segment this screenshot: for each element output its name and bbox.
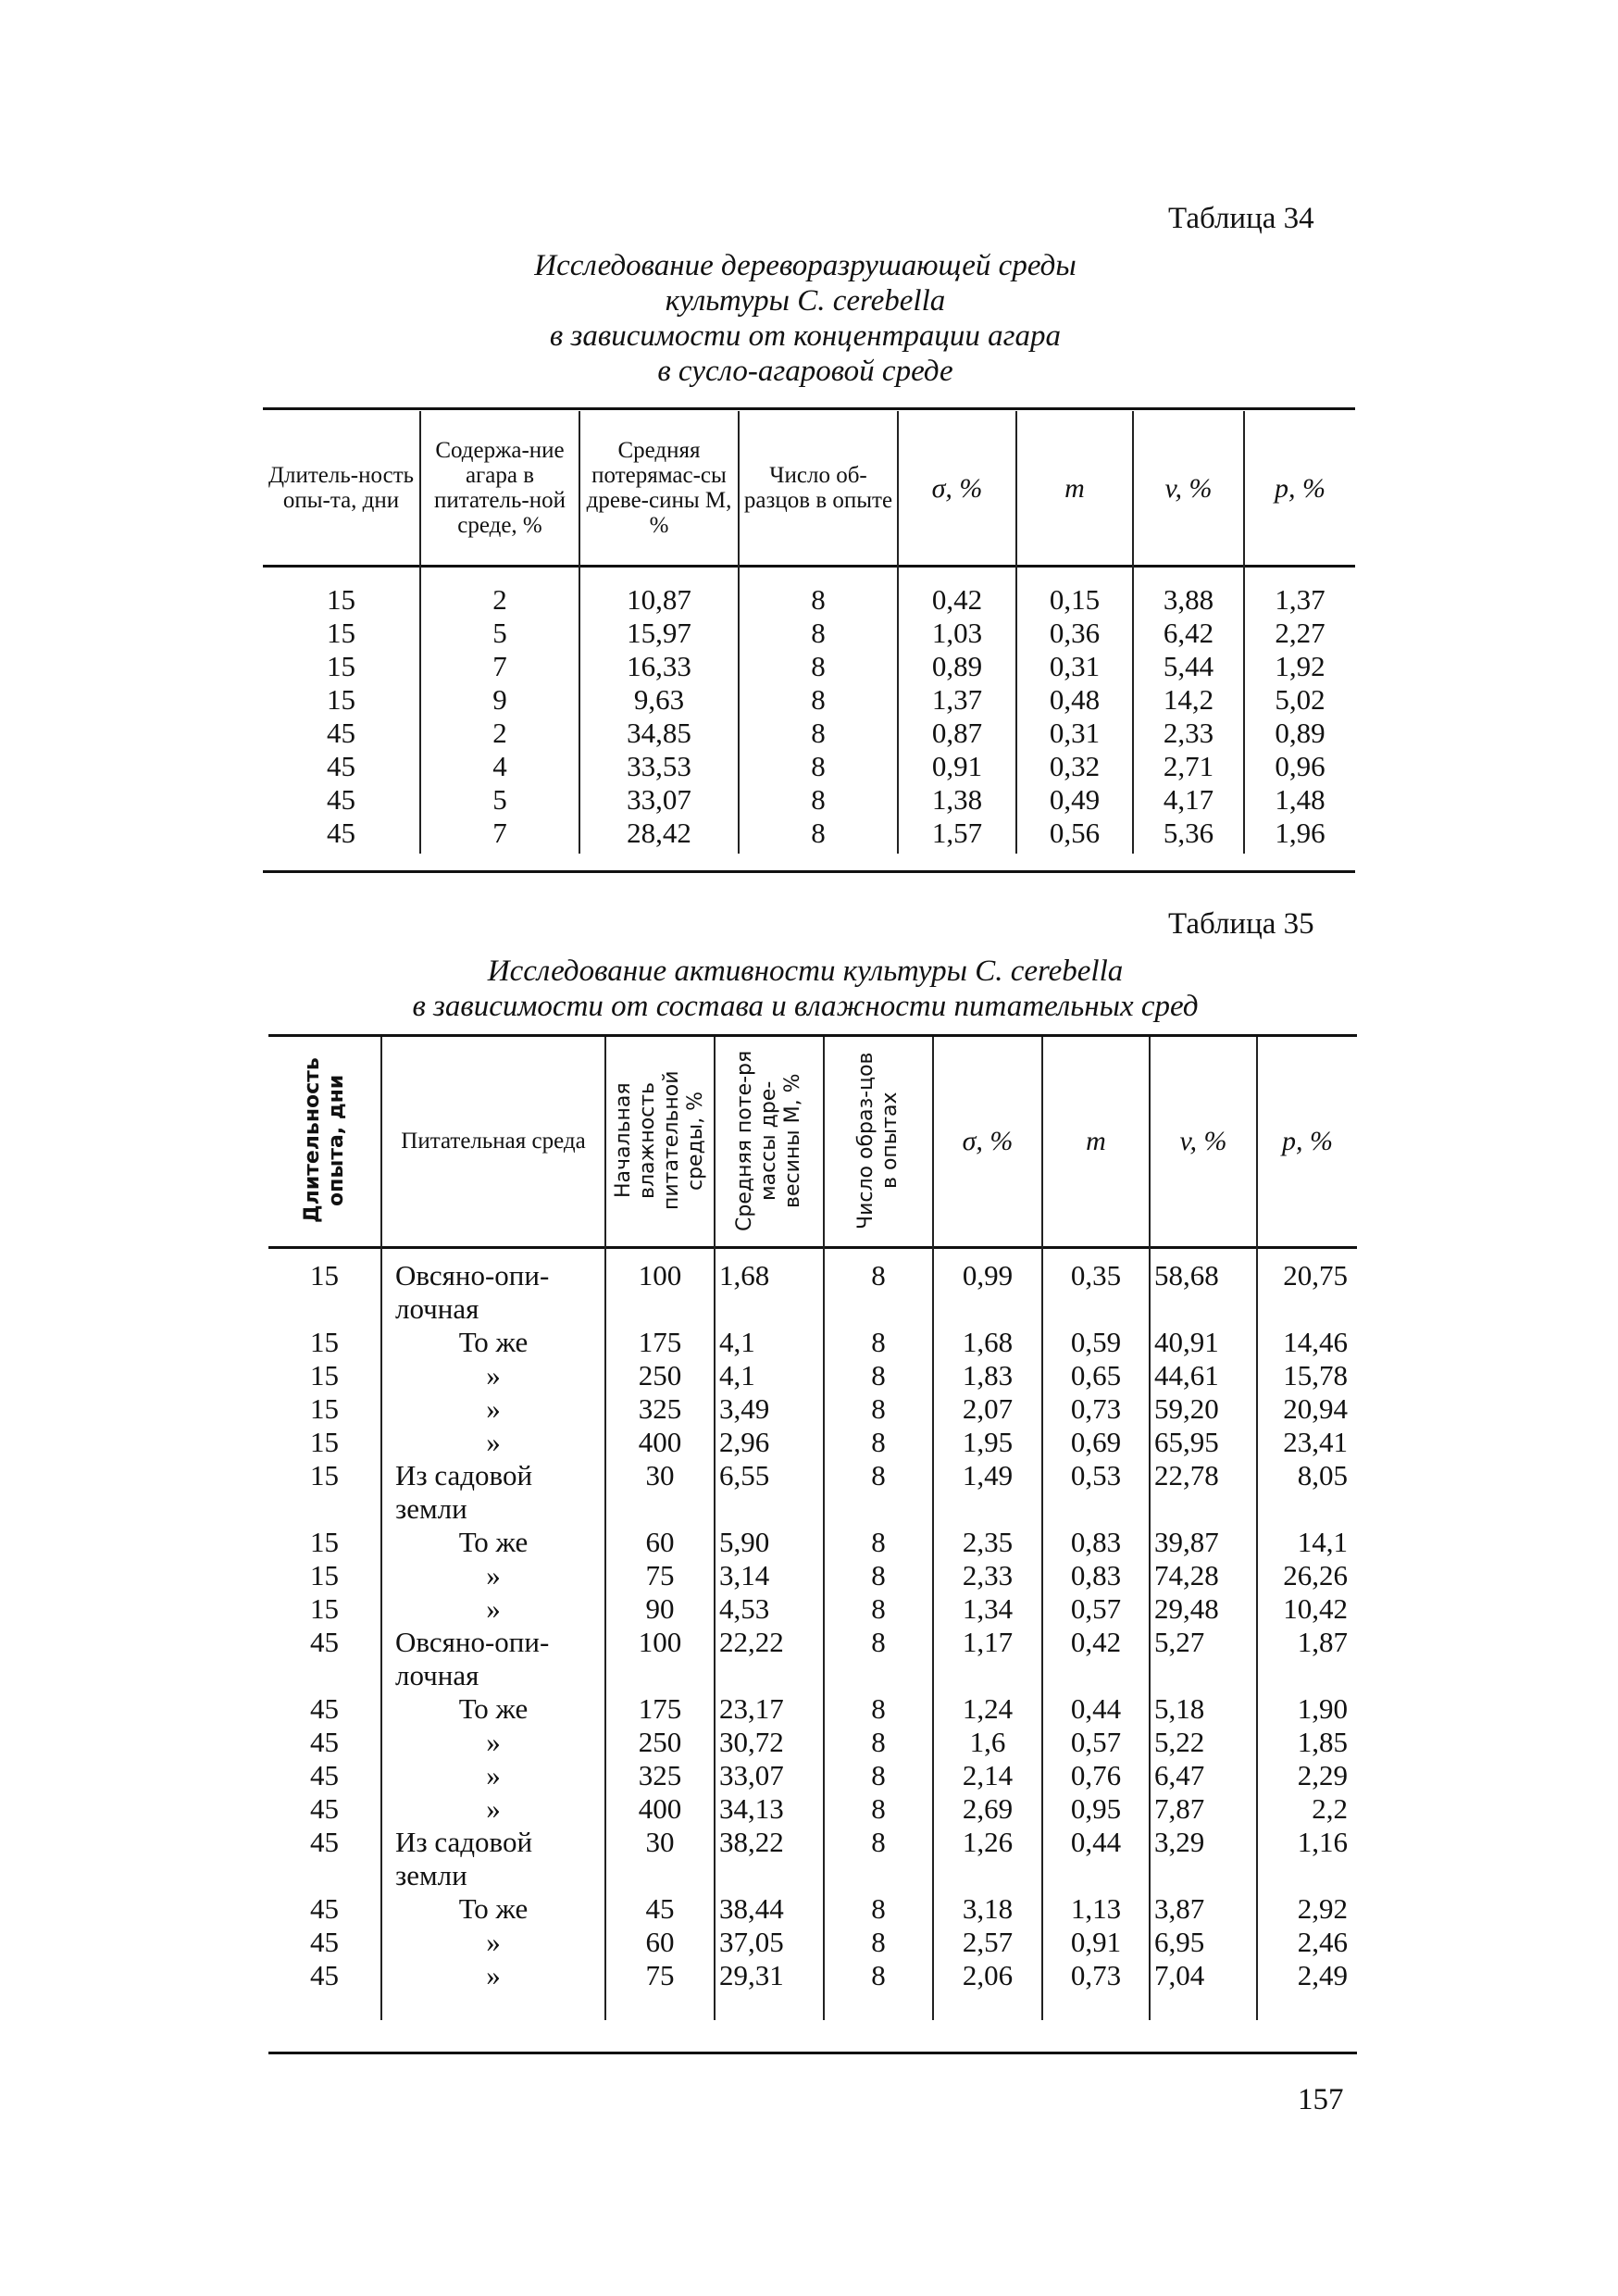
table-34-label: Таблица 34 xyxy=(1168,202,1314,235)
table-cell: 16,33 xyxy=(579,650,739,683)
table-cell: 7,87 xyxy=(1150,1792,1257,1826)
table-cell: 34,13 xyxy=(715,1792,824,1826)
col-header xyxy=(824,1037,933,1244)
table-cell: 8 xyxy=(739,683,898,717)
table-cell: 4,53 xyxy=(715,1592,824,1626)
table-cell: » xyxy=(381,1792,605,1826)
table-cell: 2,14 xyxy=(933,1759,1042,1792)
table-cell: 1,68 xyxy=(715,1259,824,1326)
table-cell: 2,29 xyxy=(1257,1759,1357,1792)
table-cell: 2,33 xyxy=(1133,717,1244,750)
table-cell: 2,27 xyxy=(1244,617,1355,650)
table-cell: 0,42 xyxy=(1042,1626,1150,1692)
table-cell: 39,87 xyxy=(1150,1526,1257,1559)
table-row xyxy=(268,1426,1357,1459)
table-cell: 0,65 xyxy=(1042,1359,1150,1392)
table-cell: 0,89 xyxy=(898,650,1016,683)
table-cell: 0,91 xyxy=(1042,1926,1150,1959)
table-cell: 15 xyxy=(310,1459,339,1491)
col-header xyxy=(715,1037,824,1244)
table-cell: 8 xyxy=(739,717,898,750)
table-cell: 2 xyxy=(420,583,579,617)
table-cell: 4,1 xyxy=(715,1359,824,1392)
table-cell: 45 xyxy=(310,1926,339,1958)
table-cell: 0,96 xyxy=(1244,750,1355,783)
table-cell: 4 xyxy=(420,750,579,783)
table-cell: 400 xyxy=(605,1426,715,1459)
table-cell: 2,46 xyxy=(1257,1926,1357,1959)
col-header: Средняя потерямас-сы древе-сины M, % xyxy=(579,411,739,565)
table-cell: 1,38 xyxy=(898,783,1016,817)
table-cell: 45 xyxy=(310,1892,339,1925)
table-cell: 0,15 xyxy=(1016,583,1133,617)
table-cell: 325 xyxy=(605,1392,715,1426)
table-cell: 8 xyxy=(824,1526,933,1559)
table-cell: 8 xyxy=(824,1792,933,1826)
caption-line: Исследование активности культуры C. cerebella xyxy=(487,955,1124,988)
table-cell: 38,22 xyxy=(715,1826,824,1892)
table-cell: 15 xyxy=(310,1359,339,1391)
table-row xyxy=(263,650,1355,683)
table-row xyxy=(268,1459,1357,1526)
table-cell: 8 xyxy=(824,1592,933,1626)
col-header-text: Длительность опыта, дни xyxy=(300,1057,348,1224)
table-row xyxy=(263,783,1355,817)
table-cell: 5,27 xyxy=(1150,1626,1257,1692)
table-cell: 8 xyxy=(739,817,898,850)
table-row xyxy=(263,683,1355,717)
table-35-label: Таблица 35 xyxy=(1168,907,1314,941)
table-cell: 8 xyxy=(824,1359,933,1392)
table-cell: 8 xyxy=(824,1459,933,1526)
table-cell: 75 xyxy=(605,1559,715,1592)
table-cell: 9,63 xyxy=(579,683,739,717)
table-cell: 0,73 xyxy=(1042,1392,1150,1426)
table-cell: 6,47 xyxy=(1150,1759,1257,1792)
table-cell: 45 xyxy=(310,1959,339,1991)
table-cell: 0,56 xyxy=(1016,817,1133,850)
table-cell: 0,91 xyxy=(898,750,1016,783)
table-cell: 23,17 xyxy=(715,1692,824,1726)
table-row xyxy=(268,1559,1357,1592)
col-header: Питательная среда xyxy=(381,1037,605,1244)
table-cell: 3,87 xyxy=(1150,1892,1257,1926)
col-header-text: Начальная влажность питательной среды, % xyxy=(612,1070,707,1211)
table-cell: 0,95 xyxy=(1042,1792,1150,1826)
table-cell: 15 xyxy=(310,1592,339,1625)
table-cell: 0,59 xyxy=(1042,1326,1150,1359)
table-cell: 8 xyxy=(824,1926,933,1959)
table-34-caption xyxy=(398,248,1213,389)
table-cell: 0,36 xyxy=(1016,617,1133,650)
col-header: Длитель-ность опы-та, дни xyxy=(268,463,415,513)
table-row xyxy=(268,1259,1357,1326)
table-cell: 30 xyxy=(605,1459,715,1526)
table-cell: 15 xyxy=(310,1392,339,1425)
table-cell: 15 xyxy=(327,583,355,616)
table-cell: Из садовой земли xyxy=(381,1826,605,1892)
col-header: σ, % xyxy=(933,1037,1042,1244)
table-cell: 30 xyxy=(605,1826,715,1892)
table-cell: 2,71 xyxy=(1133,750,1244,783)
table-cell: » xyxy=(381,1959,605,1992)
table-cell: 0,32 xyxy=(1016,750,1133,783)
table-cell: 8 xyxy=(824,1426,933,1459)
table-row xyxy=(268,1792,1357,1826)
table-cell: Овсяно-опи- лочная xyxy=(381,1626,605,1692)
table-row xyxy=(268,1726,1357,1759)
table-cell: 100 xyxy=(605,1626,715,1692)
table-cell: 1,87 xyxy=(1257,1626,1357,1692)
table-cell: 0,83 xyxy=(1042,1526,1150,1559)
table-cell: 45 xyxy=(327,750,355,782)
table-row xyxy=(268,1526,1357,1559)
table-cell: 15 xyxy=(310,1559,339,1591)
table-cell: 2,69 xyxy=(933,1792,1042,1826)
table-cell: 33,53 xyxy=(579,750,739,783)
table-row xyxy=(268,1926,1357,1959)
table-cell: 8 xyxy=(824,1826,933,1892)
table-cell: 15,78 xyxy=(1257,1359,1357,1392)
table-cell: 15 xyxy=(310,1426,339,1458)
table-cell: 6,42 xyxy=(1133,617,1244,650)
table-cell: 45 xyxy=(310,1726,339,1758)
table-cell: То же xyxy=(381,1892,605,1926)
table-cell: » xyxy=(381,1726,605,1759)
table-cell: 45 xyxy=(310,1759,339,1791)
table-cell: 5,22 xyxy=(1150,1726,1257,1759)
table-cell: 45 xyxy=(327,783,355,816)
table-cell: 0,44 xyxy=(1042,1826,1150,1892)
table-cell: 15 xyxy=(310,1259,339,1292)
table-cell: 2,96 xyxy=(715,1426,824,1459)
table-cell: 1,96 xyxy=(1244,817,1355,850)
table-cell: То же xyxy=(381,1326,605,1359)
table-row xyxy=(263,750,1355,783)
table-cell: 0,48 xyxy=(1016,683,1133,717)
table-cell: 34,85 xyxy=(579,717,739,750)
table-cell: 1,03 xyxy=(898,617,1016,650)
table-cell: 23,41 xyxy=(1257,1426,1357,1459)
table-cell: 8 xyxy=(739,650,898,683)
table-row xyxy=(263,583,1355,617)
table-cell: » xyxy=(381,1426,605,1459)
table-cell: 5,36 xyxy=(1133,817,1244,850)
table-cell: 400 xyxy=(605,1792,715,1826)
table-cell: 8 xyxy=(824,1892,933,1926)
table-cell: 10,42 xyxy=(1257,1592,1357,1626)
table-cell: » xyxy=(381,1359,605,1392)
table-cell: 8 xyxy=(824,1259,933,1326)
table-cell: 45 xyxy=(310,1792,339,1825)
table-cell: 60 xyxy=(605,1526,715,1559)
table-cell: 2,35 xyxy=(933,1526,1042,1559)
table-cell: Овсяно-опи- лочная xyxy=(381,1259,605,1326)
col-header: p, % xyxy=(1257,1037,1357,1244)
col-header xyxy=(268,1037,381,1244)
table-cell: 15,97 xyxy=(579,617,739,650)
table-cell: 8 xyxy=(824,1726,933,1759)
table-row xyxy=(268,1692,1357,1726)
table-cell: 14,2 xyxy=(1133,683,1244,717)
col-header: p, % xyxy=(1244,411,1355,565)
col-header: σ, % xyxy=(898,411,1016,565)
table-row xyxy=(268,1626,1357,1692)
table-cell: 6,95 xyxy=(1150,1926,1257,1959)
table-row xyxy=(263,717,1355,750)
table-cell: 45 xyxy=(310,1692,339,1725)
table-cell: 0,53 xyxy=(1042,1459,1150,1526)
caption-line: в сусло-агаровой среде xyxy=(657,355,953,388)
table-cell: 7 xyxy=(420,650,579,683)
table-cell: 3,14 xyxy=(715,1559,824,1592)
table-cell: 45 xyxy=(327,817,355,849)
table-cell: 1,37 xyxy=(1244,583,1355,617)
table-cell: 2,2 xyxy=(1257,1792,1357,1826)
table-cell: 30,72 xyxy=(715,1726,824,1759)
table-cell: 1,24 xyxy=(933,1692,1042,1726)
table-cell: 37,05 xyxy=(715,1926,824,1959)
table-row xyxy=(268,1959,1357,1992)
table-cell: 59,20 xyxy=(1150,1392,1257,1426)
table-cell: 45 xyxy=(310,1826,339,1858)
table-cell: 1,49 xyxy=(933,1459,1042,1526)
table-cell: 6,55 xyxy=(715,1459,824,1526)
table-cell: 9 xyxy=(420,683,579,717)
table-cell: То же xyxy=(381,1526,605,1559)
table-cell: » xyxy=(381,1759,605,1792)
table-cell: 60 xyxy=(605,1926,715,1959)
table-cell: 1,26 xyxy=(933,1826,1042,1892)
table-row xyxy=(268,1826,1357,1892)
caption-line: в зависимости от концентрации агара xyxy=(549,319,1062,353)
table-cell: 15 xyxy=(310,1326,339,1358)
table-cell: 5 xyxy=(420,783,579,817)
table-cell: 1,6 xyxy=(933,1726,1042,1759)
table-cell: 325 xyxy=(605,1759,715,1792)
table-cell: 1,37 xyxy=(898,683,1016,717)
table-cell: 8 xyxy=(824,1759,933,1792)
table-cell: 58,68 xyxy=(1150,1259,1257,1326)
table-cell: 8,05 xyxy=(1257,1459,1357,1526)
table-cell: 3,29 xyxy=(1150,1826,1257,1892)
table-35-caption xyxy=(305,954,1305,1024)
table-cell: 4,17 xyxy=(1133,783,1244,817)
col-header: m xyxy=(1042,1037,1150,1244)
col-header: v, % xyxy=(1133,411,1244,565)
table-cell: 8 xyxy=(739,583,898,617)
table-cell: 7 xyxy=(420,817,579,850)
table-cell: 15 xyxy=(327,617,355,649)
table-cell: » xyxy=(381,1926,605,1959)
table-cell: 175 xyxy=(605,1326,715,1359)
table-cell: 0,83 xyxy=(1042,1559,1150,1592)
table-cell: 65,95 xyxy=(1150,1426,1257,1459)
table-cell: 175 xyxy=(605,1692,715,1726)
table-cell: 1,17 xyxy=(933,1626,1042,1692)
table-cell: 8 xyxy=(824,1392,933,1426)
table-row xyxy=(268,1892,1357,1926)
table-cell: 8 xyxy=(739,783,898,817)
table-cell: 20,75 xyxy=(1257,1259,1357,1326)
table-cell: 0,31 xyxy=(1016,650,1133,683)
col-header: v, % xyxy=(1150,1037,1257,1244)
col-header: Содержа-ние агара в питатель-ной среде, % xyxy=(420,411,579,565)
table-cell: 8 xyxy=(739,617,898,650)
table-cell: 3,88 xyxy=(1133,583,1244,617)
table-cell: 8 xyxy=(824,1959,933,1992)
table-cell: 2,49 xyxy=(1257,1959,1357,1992)
table-34-body xyxy=(263,565,1355,854)
table-cell: 250 xyxy=(605,1359,715,1392)
table-35 xyxy=(268,1037,1357,2020)
table-cell: » xyxy=(381,1592,605,1626)
col-header xyxy=(605,1037,715,1244)
table-cell: 1,13 xyxy=(1042,1892,1150,1926)
col-header-text: Средняя поте-ря массы дре-весины M, % xyxy=(733,1050,804,1231)
caption-line: культуры C. cerebella xyxy=(665,284,946,318)
table-cell: 0,76 xyxy=(1042,1759,1150,1792)
table-cell: 40,91 xyxy=(1150,1326,1257,1359)
table-cell: 7,04 xyxy=(1150,1959,1257,1992)
table-cell: 29,48 xyxy=(1150,1592,1257,1626)
page-number: 157 xyxy=(1298,2083,1344,2116)
table-cell: 5,44 xyxy=(1133,650,1244,683)
table-cell: 44,61 xyxy=(1150,1359,1257,1392)
table-cell: 1,83 xyxy=(933,1359,1042,1392)
table-cell: » xyxy=(381,1392,605,1426)
table-cell: 0,57 xyxy=(1042,1726,1150,1759)
table-cell: 2 xyxy=(420,717,579,750)
caption-line: в зависимости от состава и влажности питательных сред xyxy=(412,990,1199,1023)
table-row xyxy=(268,1392,1357,1426)
table-cell: 0,89 xyxy=(1244,717,1355,750)
table-35-body xyxy=(268,1244,1357,2020)
table-cell: 33,07 xyxy=(579,783,739,817)
table-cell: 33,07 xyxy=(715,1759,824,1792)
table-cell: 0,73 xyxy=(1042,1959,1150,1992)
table-row xyxy=(268,1759,1357,1792)
table-cell: 22,78 xyxy=(1150,1459,1257,1526)
table-cell: 1,90 xyxy=(1257,1692,1357,1726)
col-header-text: Число образ-цов в опытах xyxy=(854,1052,902,1229)
table-cell: 0,31 xyxy=(1016,717,1133,750)
table-cell: 14,1 xyxy=(1257,1526,1357,1559)
table-cell: 8 xyxy=(824,1326,933,1359)
table-cell: 26,26 xyxy=(1257,1559,1357,1592)
table-cell: 0,44 xyxy=(1042,1692,1150,1726)
table-cell: 1,57 xyxy=(898,817,1016,850)
table-cell: 3,49 xyxy=(715,1392,824,1426)
table-cell: 15 xyxy=(327,650,355,682)
table-cell: 14,46 xyxy=(1257,1326,1357,1359)
caption-line: Исследование дереворазрушающей среды xyxy=(534,249,1077,282)
table-cell: 8 xyxy=(824,1626,933,1692)
col-header: Число об-разцов в опыте xyxy=(739,411,898,565)
table-cell: 4,1 xyxy=(715,1326,824,1359)
table-34 xyxy=(263,411,1355,854)
table-cell: 29,31 xyxy=(715,1959,824,1992)
table-cell: То же xyxy=(381,1692,605,1726)
table-cell: 1,92 xyxy=(1244,650,1355,683)
table-cell: 20,94 xyxy=(1257,1392,1357,1426)
table-cell: 2,07 xyxy=(933,1392,1042,1426)
table-cell: 10,87 xyxy=(579,583,739,617)
table-cell: 28,42 xyxy=(579,817,739,850)
table-cell: 8 xyxy=(739,750,898,783)
table-cell: 0,49 xyxy=(1016,783,1133,817)
table-cell: 2,92 xyxy=(1257,1892,1357,1926)
table-cell: 1,48 xyxy=(1244,783,1355,817)
table-cell: 1,85 xyxy=(1257,1726,1357,1759)
table-cell: 5,02 xyxy=(1244,683,1355,717)
table-cell: 2,06 xyxy=(933,1959,1042,1992)
table-cell: 250 xyxy=(605,1726,715,1759)
table-cell: 2,33 xyxy=(933,1559,1042,1592)
table-cell: 90 xyxy=(605,1592,715,1626)
table-cell: 3,18 xyxy=(933,1892,1042,1926)
table-cell: 38,44 xyxy=(715,1892,824,1926)
table-cell: » xyxy=(381,1559,605,1592)
table-cell: 0,57 xyxy=(1042,1592,1150,1626)
table-cell: 75 xyxy=(605,1959,715,1992)
table-row xyxy=(263,817,1355,850)
table-cell: 45 xyxy=(310,1626,339,1658)
table-row xyxy=(268,1326,1357,1359)
table-cell: 5,18 xyxy=(1150,1692,1257,1726)
table-cell: Из садовой земли xyxy=(381,1459,605,1526)
table-cell: 45 xyxy=(605,1892,715,1926)
col-header: m xyxy=(1016,411,1133,565)
table-row xyxy=(268,1359,1357,1392)
table-cell: 5,90 xyxy=(715,1526,824,1559)
table-cell: 15 xyxy=(327,683,355,716)
table-cell: 100 xyxy=(605,1259,715,1326)
table-cell: 8 xyxy=(824,1559,933,1592)
table-cell: 74,28 xyxy=(1150,1559,1257,1592)
table-cell: 0,35 xyxy=(1042,1259,1150,1326)
table-cell: 0,99 xyxy=(933,1259,1042,1326)
table-cell: 8 xyxy=(824,1692,933,1726)
table-cell: 1,68 xyxy=(933,1326,1042,1359)
table-cell: 0,42 xyxy=(898,583,1016,617)
table-cell: 2,57 xyxy=(933,1926,1042,1959)
table-cell: 5 xyxy=(420,617,579,650)
table-cell: 1,95 xyxy=(933,1426,1042,1459)
table-cell: 15 xyxy=(310,1526,339,1558)
table-cell: 22,22 xyxy=(715,1626,824,1692)
table-cell: 0,69 xyxy=(1042,1426,1150,1459)
table-cell: 1,16 xyxy=(1257,1826,1357,1892)
table-row xyxy=(268,1592,1357,1626)
table-cell: 45 xyxy=(327,717,355,749)
table-cell: 0,87 xyxy=(898,717,1016,750)
table-cell: 1,34 xyxy=(933,1592,1042,1626)
table-row xyxy=(263,617,1355,650)
